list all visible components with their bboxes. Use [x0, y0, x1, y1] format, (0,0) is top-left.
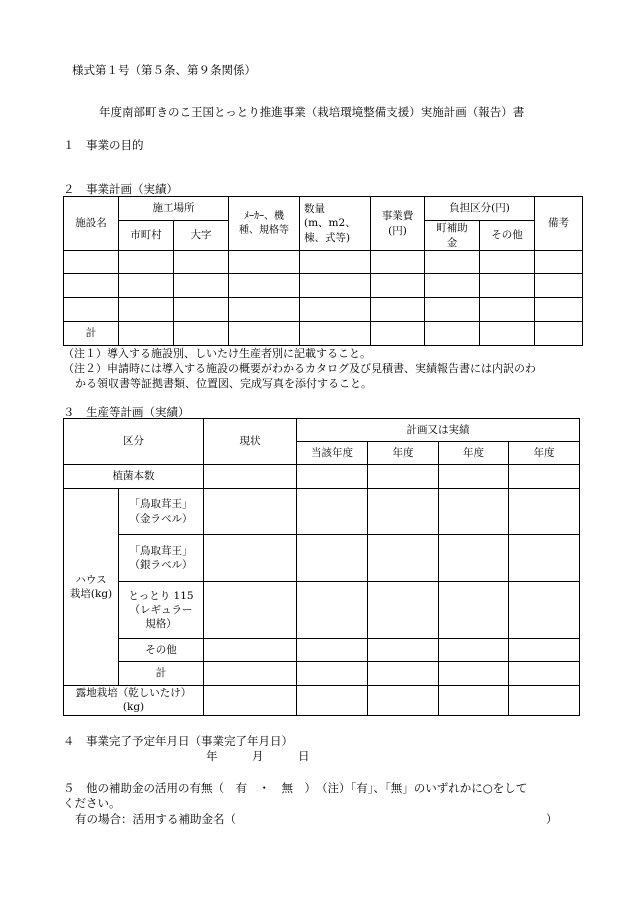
row-other: その他 — [119, 639, 204, 662]
table-row — [64, 298, 583, 322]
row-inoculation: 植菌本数 — [64, 465, 204, 489]
section5-line2: ください。 — [63, 796, 121, 810]
header-construction-site: 施工場所 — [119, 197, 229, 221]
header-burden: 負担区分(円) — [425, 197, 535, 221]
production-plan-table — [63, 418, 580, 716]
header-plan-or-actual: 計画又は実績 — [297, 419, 580, 442]
subsidy-name-close: ） — [546, 812, 558, 826]
section4-heading: ４ 事業完了予定年月日（事業完了年月日） — [63, 734, 293, 748]
row-tottori115: とっとり 115 （レギュラー 規格） — [119, 582, 204, 639]
section2-heading: ２ 事業計画（実績） — [63, 182, 178, 196]
header-town-subsidy: 町補助金 — [425, 221, 480, 251]
project-plan-table — [63, 196, 583, 346]
header-category: 区分 — [64, 419, 204, 465]
row-gold-label: 「鳥取茸王」 （金ラベル） — [119, 489, 204, 535]
header-quantity: 数量 (m、m2、棟、式等) — [300, 197, 371, 251]
note-2: （注２）申請時には導入する施設の概要がわかるカタログ及び見積書、実績報告書には内訳のわ — [63, 362, 536, 375]
row-silver-label: 「鳥取茸王」 （銀ラベル） — [119, 535, 204, 582]
header-this-year: 当該年度 — [297, 442, 368, 465]
row-house-total: 計 — [119, 662, 204, 686]
row-house-cultivation: ハウス 栽培(kg) — [64, 489, 119, 686]
header-year-3: 年度 — [509, 442, 580, 465]
note-1: （注１）導入する施設別、しいたけ生産者別に記載すること。 — [63, 347, 371, 360]
header-remarks: 備考 — [535, 197, 583, 251]
header-other: その他 — [480, 221, 535, 251]
header-year-1: 年度 — [368, 442, 439, 465]
section1-heading: １ 事業の目的 — [63, 138, 144, 152]
header-year-2: 年度 — [439, 442, 509, 465]
table-row — [64, 251, 583, 274]
completion-date-line: 年 月 日 — [206, 749, 310, 763]
header-oaza: 大字 — [174, 221, 229, 251]
table-row — [64, 274, 583, 298]
header-facility-name: 施設名 — [64, 197, 119, 251]
note-2-cont: かる領収書等証拠書類、位置図、完成写真を添付すること。 — [75, 377, 372, 390]
section3-heading: ３ 生産等計画（実績） — [63, 405, 190, 419]
form-number: 様式第１号（第５条、第９条関係） — [72, 63, 256, 77]
row-open-field: 露地栽培（乾しいたけ） (kg) — [64, 686, 204, 716]
header-cost: 事業費 (円) — [371, 197, 425, 251]
section5-line1: ５ 他の補助金の活用の有無（ 有 ・ 無 ） （注）「有」、「無」のいずれかに○をして — [63, 781, 528, 795]
subsidy-name-label: 有の場合：活用する補助金名（ — [75, 812, 236, 826]
header-maker: ﾒｰｶｰ、機種、規格等 — [229, 197, 300, 251]
document-title: 年度南部町きのこ王国とっとり推進事業（栽培環境整備支援）実施計画（報告）書 — [99, 105, 525, 119]
header-current: 現状 — [204, 419, 297, 465]
total-label: 計 — [64, 322, 119, 346]
total-row — [64, 322, 583, 346]
header-municipality: 市町村 — [119, 221, 174, 251]
